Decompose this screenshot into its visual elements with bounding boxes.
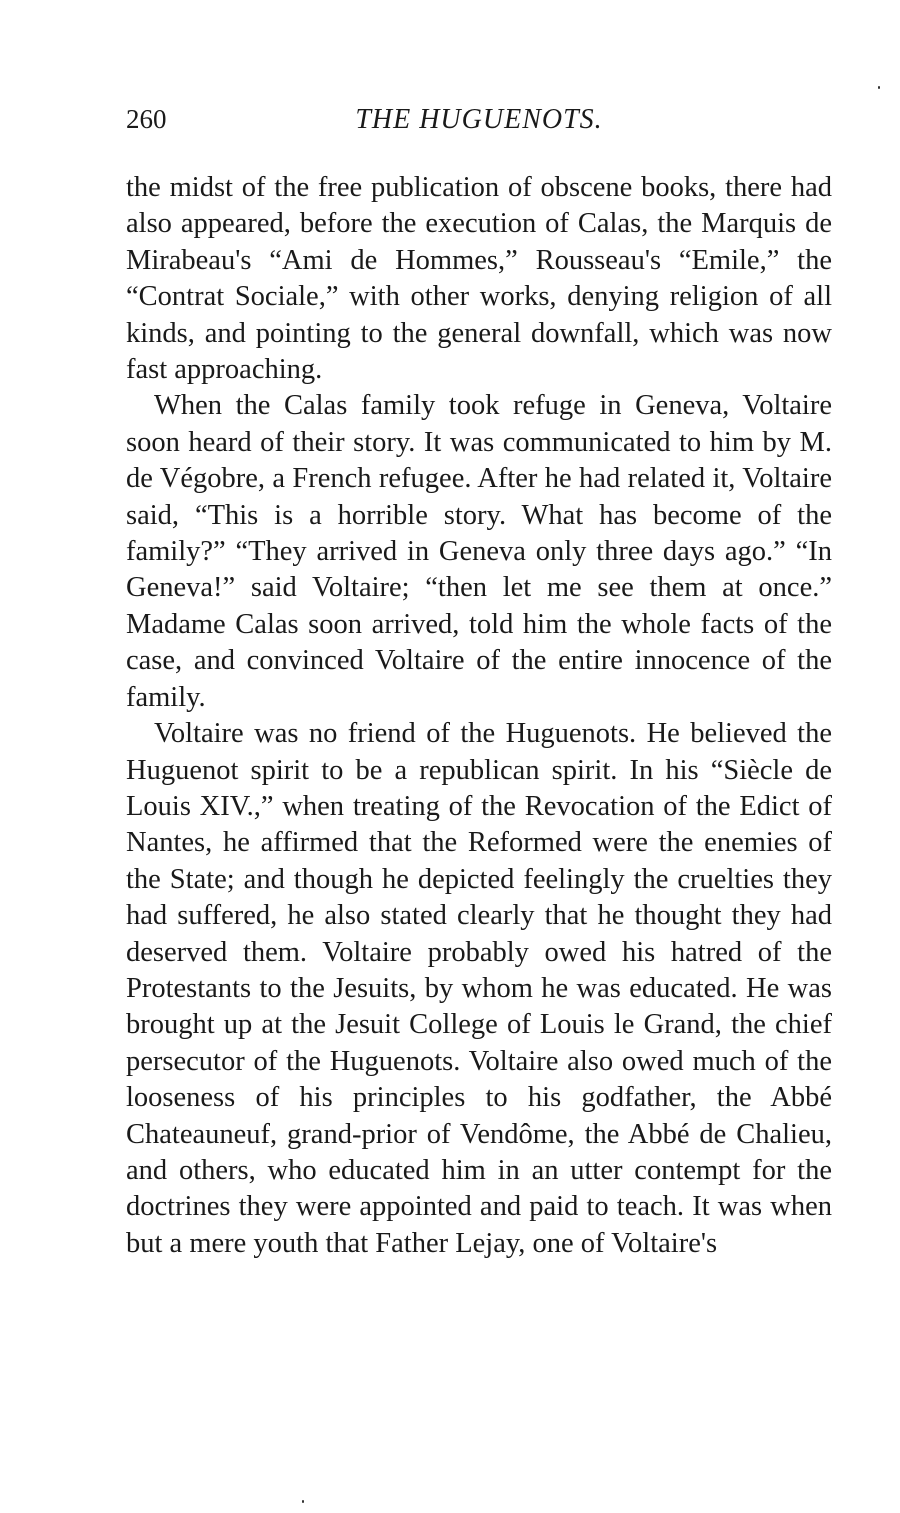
body-text — [126, 170, 832, 1262]
paragraph-3: Voltaire was no friend of the Huguenots. He believed the Huguenot spirit to be a republican spirit. In his “Siècle de Louis XIV.,” when treating of the Revocation of the Edict of Nantes, he affirmed that the Reformed were the enemies of the State; and though he depicted feelingly the cruelties they had suffered, he also stated clearly that he thought they had deserved them. Voltaire probably owed his hatred of the Protestants to the Jesuits, by whom he was educated. He was brought up at the Jesuit College of Louis le Grand, the chief persecutor of the Huguenots. Voltaire also owed much of the looseness of his principles to his godfather, the Abbé Chateauneuf, grand-prior of Vendôme, the Abbé de Chalieu, and others, who educated him in an utter contempt for the doctrines they were appointed and paid to teach. It was when but a mere youth that Father Lejay, one of Voltaire's — [126, 718, 832, 1259]
page-header — [126, 104, 832, 144]
running-head: THE HUGUENOTS. — [355, 104, 603, 135]
page-number: 260 — [126, 104, 167, 134]
print-speck — [878, 86, 880, 89]
paragraph-1: the midst of the free publication of obscene books, there had also appeared, before the execution of Calas, the Marquis de Mirabeau's “Ami de Hommes,” Rousseau's “Emile,” the “Contrat Sociale,” with other works, denying religion of all kinds, and pointing to the general downfall, which was now fast approaching. — [126, 172, 832, 386]
print-speck — [302, 1500, 304, 1503]
paragraph-2: When the Calas family took refuge in Geneva, Voltaire soon heard of their story. It was communicated to him by M. de Végobre, a French refugee. After he had related it, Voltaire said, “This is a horrible story. What has become of the family?” “They arrived in Geneva only three days ago.” “In Geneva!” said Voltaire; “then let me see them at once.” Madame Calas soon arrived, told him the whole facts of the case, and convinced Voltaire of the entire innocence of the family. — [126, 390, 832, 713]
